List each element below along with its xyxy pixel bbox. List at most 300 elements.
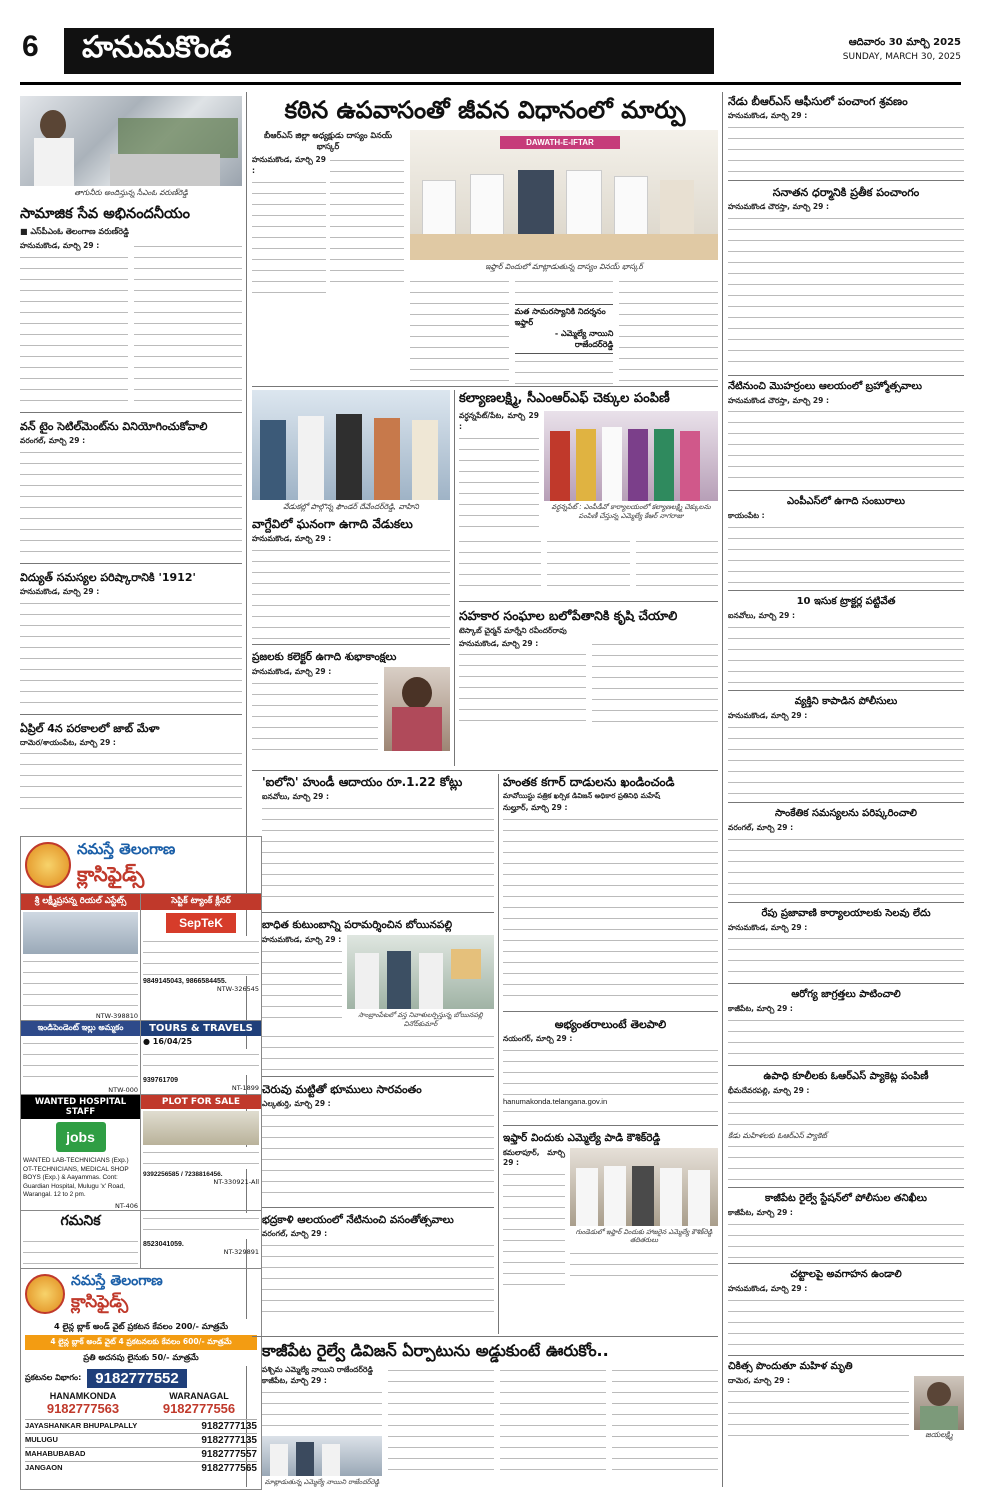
classifieds-logo [25,842,71,888]
dateline: భీమదేవరపల్లి, మార్చి 29 : [728,1086,810,1096]
kalyan-photo-block [544,411,718,533]
person-figure [604,1166,626,1226]
lead-headline: కఠిన ఉపవాసంతో జీవన విధానంలో మార్పు [284,96,686,124]
footer-brand [25,1273,257,1316]
headline: ఆరోగ్య జాగ్రత్తలు పాటించాలి [791,989,901,1001]
dateline: ఐనవోలు, మార్చి 29 : [728,611,795,621]
website-link[interactable]: hanumakonda.telangana.gov.in [503,1096,608,1106]
bottom-story [262,1340,718,1490]
quote-author: - ఎమ్మెల్యే నాయిని రాజేందర్‌రెడ్డి [554,329,614,349]
body-text [262,1110,494,1202]
divider [262,912,494,913]
district-row [25,1447,257,1461]
lower-right-stories [503,774,718,1334]
kicker: ■ ఎస్‌పీఎంఓ తెలంగాణ వరుణ్‌రెడ్డి [20,227,129,236]
divider [728,1263,964,1264]
photo-caption: తాగునీరు అందిస్తున్న సీఎంఓ వరుణ్‌రెడ్డి [74,188,188,197]
photo-caption: సాంబ్రాంపేటలో వస్త నివాళులర్పిస్తున్న బోయినపల్లి వినోద్‌కుమార్ [358,1010,483,1028]
person-figure [688,1170,710,1226]
ad-code: NT-330921-All [213,1178,259,1186]
district-row [25,1461,257,1475]
headline: చికిత్స పొందుతూ మహిళ మృతి [728,1360,853,1372]
body-text [252,177,326,297]
classifieds-title: క్లాసిఫైడ్స్ [71,1291,129,1312]
ad-text: WANTED LAB-TECHNICIANS (Exp.) OT-TECHNICIANS, MEDICAL SHOP BOYS (Exp.) & Aayammas. Cont: Guardian Hospital, Mulugu 'x' Road, Warangal. 12 to 2 pm. [23,1157,129,1199]
body-text [503,1045,718,1097]
ad-department [25,1369,257,1388]
lead-content [252,130,718,384]
body-text [728,213,964,371]
person-figure [628,429,648,501]
body-text [252,678,378,756]
article-1912 [20,570,242,708]
divider [728,690,964,691]
headline: సాంకేతిక సమస్యలను పరిష్కరించాలి [774,807,917,819]
body-column [262,935,342,1029]
banner-element [118,118,238,158]
headline: కల్యాణలక్ష్మి, సీఎంఆర్ఎఫ్ చెక్కుల పంపిణీ [459,391,670,406]
dateline: వరంగల్, మార్చి 29 : [262,1229,328,1239]
page-number: 6 [22,30,39,63]
person-figure [654,429,674,501]
lead-photo [410,130,718,260]
person-figure [412,420,438,500]
body-column [459,639,586,732]
divider [728,590,964,591]
lead-continuation [410,276,718,384]
classified-ad [141,1211,261,1268]
ad-code: NTW-000 [108,1086,138,1094]
ad-text [23,1236,138,1266]
person-figure [550,431,570,501]
person-figure [34,138,74,186]
body-text [20,598,242,708]
dateline: హనుమకొండ, మార్చి 29 : [728,1283,808,1293]
quote-column [515,276,614,384]
photo-caption: వర్ధన్నపేట్ : ఎంపీడీవో కార్యాలయంలో కల్యాణలక్ష్మి చెక్కులను పంపిణీ చేస్తున్న ఎమ్మెల్యే కేఆర్ నాగరాజు [551,503,711,520]
kicker-text: ఎస్‌పీఎంఓ తెలంగాణ వరుణ్‌రెడ్డి [30,227,129,236]
headline: సనాతన ధర్మానికి ప్రతీక పంచాంగం [772,185,920,199]
divider [459,601,718,602]
classifieds-footer [21,1268,261,1479]
iftar2-body [503,1148,718,1290]
rate-line: 4 లైన్ల బ్లాక్ అండ్ వైట్ ప్రకటన కేవలం 200/- మాత్రమే [25,1319,257,1335]
news-photo [20,96,242,186]
headline: వాగ్దేవిలో ఘనంగా ఉగాది వేడుకలు [252,517,413,531]
person-figure [322,1444,340,1476]
classified-row [21,1020,261,1094]
ad-text [143,1049,259,1075]
ad-text [143,1213,259,1239]
dateline: ఐనవోలు, మార్చి 29 : [262,792,329,801]
iftar2-photo [570,1148,718,1226]
person-figure [392,707,442,751]
body-text [330,155,404,286]
divider [20,563,242,564]
person-figure [680,431,700,501]
kalyan-body [459,411,718,533]
dateline: హనుమకొండ, మార్చి 29 : [252,534,332,543]
photo-caption: గుండెడులో ఇఫ్తార్ విందుకు హాజరైన ఎమ్మెల్యే కౌశిక్‌రెడ్డి తదితరులు [575,1227,713,1245]
rate-line: ప్రతి అదనపు లైనుకు 50/- మాత్రమే [25,1350,257,1366]
dateline: హనుమకొండ, మార్చి 29 : [459,638,539,648]
divider [252,386,718,387]
person-figure [298,416,324,500]
classified-ad [21,1095,141,1210]
mid-right-stories [459,390,718,768]
kicker: పశ్చిమ ఎమ్మెల్యే నాయిని రాజేందర్‌రెడ్డి [262,1365,373,1374]
classified-row [21,893,261,1020]
person-figure [355,953,379,1009]
body-text [459,433,539,533]
classifieds-section [20,836,262,1490]
ad-text [23,1038,138,1084]
ad-title: గమనిక [60,1212,101,1229]
ad-photo [23,912,138,954]
headline: వన్ టైం సెటిల్‌మెంట్‌ను వినియోగించుకోవాలి [20,420,208,433]
body-text [619,276,718,384]
ad-title: TOURS & TRAVELS [141,1021,261,1036]
dateline: దామెర, మార్చి 29 : [728,1375,790,1385]
divider [728,902,964,903]
headline: కాజీపేట రైల్వే స్టేషన్‌లో పోలీసుల తనిఖీలు [764,1192,928,1204]
date-telugu: ఆదివారం 30 మార్చి 2025 [848,37,961,48]
dateline: కమలాపూర్, మార్చి 29 : [503,1147,565,1168]
body-text [728,1097,964,1131]
quote-text: మత సామరస్యానికి నిదర్శనం ఇఫ్తార్ [514,307,606,327]
ad-logo: jobs [56,1122,106,1152]
bhadita-photo [347,935,494,1009]
person-figure [270,1444,288,1476]
office-name: HANAMKONDA [49,1390,117,1401]
classified-ad [21,894,141,1020]
photo-caption: కేడు మహిళలకు ఓఆర్ఎస్ ప్యాకెట్ [728,1130,828,1140]
headline: నేటినుంచి మొహర్రంలు ఆలయంలో బ్రహ్మోత్సవాలు [728,380,922,392]
bhadita-body [262,935,494,1029]
person-figure [260,420,286,500]
photo-caption: మాట్లాడుతున్న ఎమ్మెల్యే నాయిని రాజేందర్‌రెడ్డి [264,1478,380,1486]
dateline: నుల్హూర్, మార్చి 29 : [503,803,568,812]
classifieds-header [21,837,261,893]
body-text [728,622,964,686]
lead-story [252,94,718,384]
body-text [728,1015,964,1061]
headline: ఎంపీఎస్‌లో ఉగాది సంబురాలు [787,496,905,508]
iftar-banner: DAWATH-E-IFTAR [500,136,620,149]
kicker: టెస్కాబ్ చైర్మన్ మార్నేని రవీందర్‌రావు [459,625,567,635]
headline: చట్టాలపై అవగాహన ఉండాలి [790,1268,902,1280]
body-column [20,241,128,406]
ad-date: 16/04/25 [152,1037,193,1046]
wishes-body [252,667,450,756]
headline: అభ్యంతరాలుంటే తెలపాలి [554,1017,667,1031]
divider [20,412,242,413]
divider [728,1355,964,1356]
district-name: MULUGU [25,1434,58,1444]
ad-phone: 9849145043, 9866584455. [143,978,227,985]
ad-text [23,956,138,1010]
divider [20,714,242,715]
person-figure [419,953,443,1009]
ad-code: NTW-398810 [95,1012,138,1020]
headline: ఉపాధి కూలీలకు ఓఆర్ఎస్ ప్యాకెట్ల పంపిణీ [763,1071,929,1083]
dateline: హనుమకొండ, మార్చి 29 : [252,666,332,676]
classified-row [21,1210,261,1268]
divider [728,180,964,181]
ad-text [143,936,259,976]
body-text [503,1169,565,1289]
person-figure [632,1166,654,1226]
bottom-photo [262,1436,382,1476]
ugadi-photo [252,390,450,500]
ad-title: PLOT FOR SALE [141,1095,261,1109]
divider [728,1065,964,1066]
body-text [262,803,494,907]
body-text [515,356,614,384]
ad-photo [143,1111,259,1145]
ad-title: ఇండిపెండెంట్ ఇల్లు అమ్మకం [21,1021,140,1036]
ad-title: సెప్టిక్ ట్యాంక్ క్లీనర్ [141,894,261,910]
article-onetime [20,419,242,557]
dateline: హనుమకొండ, మార్చి 29 : [20,586,100,596]
lead-text-column [252,130,404,384]
dateline: నయంగర్, మార్చి 29 : [503,1033,573,1043]
body-text [728,1219,964,1259]
body-column [459,411,539,533]
person-figure [336,414,362,500]
portrait-block [914,1376,964,1447]
body-column [252,155,326,297]
classified-ad [141,1095,261,1210]
body-text [728,1141,964,1183]
body-text [134,241,242,406]
headline: 10 ఇసుక ట్రాక్టర్ల పట్టివేత [796,596,896,608]
divider [252,770,718,771]
body-text [728,933,964,979]
collector-photo [384,667,450,751]
divider [728,375,964,376]
lower-left-stories [262,774,494,1334]
classified-ad [21,1211,141,1268]
dateline: వర్ధన్నపేట్/పేట, మార్చి 29 : [459,411,539,431]
column-divider [722,92,723,1487]
headline: 'ఐలోని' హుండీ ఆదాయం రూ.1.22 కోట్లు [262,775,463,789]
divider [728,802,964,803]
divider [262,1207,494,1208]
bottom-headline: కాజీపేట రైల్వే డివిజన్ ఏర్పాటును అడ్డుకుంటే ఊరుకోం.. [262,1341,609,1360]
divider [728,490,964,491]
office [25,1391,141,1416]
date-english: SUNDAY, MARCH 30, 2025 [842,52,961,62]
kalyan-continuation [459,536,718,596]
portrait-photo [914,1376,964,1430]
classifieds-brand: నమస్తే తెలంగాణ [77,839,176,858]
dateline: కాజీపేట, మార్చి 29 : [728,1004,793,1014]
dateline: హనుమకొండ, మార్చి 29 : [252,155,326,175]
headline: సామాజిక సేవ అభినందనీయం [20,206,190,222]
body-text [728,722,964,798]
body-column [134,241,242,406]
divider [728,983,964,984]
body-text [636,536,718,596]
body-text [728,1295,964,1351]
headline: ఏప్రిల్ 4న పరకాలలో జాబ్ మేళా [20,721,160,735]
body-text [728,834,964,898]
headline: రేపు ప్రజావాణి కార్యాలయాలకు సెలవు లేదు [761,907,931,919]
dept-label: ప్రకటనల విభాగం: [25,1372,82,1382]
classifieds-brand: నమస్తే తెలంగాణ [71,1272,163,1289]
article-jobmela [20,721,242,813]
iftar2-photo-block [570,1148,718,1290]
district-phone: 9182777565 [201,1462,257,1474]
body-text [503,814,718,1006]
body-text [262,946,342,1022]
person-figure [602,427,622,501]
column-divider [498,774,499,1334]
r13-body [728,1376,964,1447]
person-figure [40,110,66,140]
person-figure [387,951,411,1009]
divider [503,1125,718,1126]
classified-row [21,1094,261,1210]
district-name: MAHABUBABAD [25,1448,86,1458]
body-text [728,522,964,586]
classifieds-logo [25,1274,65,1314]
person-figure [576,429,596,501]
person-figure [296,1442,314,1476]
person-head [402,677,432,709]
left-news-column [20,96,242,836]
dateline: హనుమకొండ, మార్చి 29 : [20,241,100,250]
ad-title: శ్రీ లక్ష్మీప్రసన్న రియల్ ఎస్టేట్స్ [21,894,140,910]
ad-title: WANTED HOSPITAL STAFF [21,1095,140,1119]
lead-photo-block [410,130,718,384]
dateline: దామెర/శాయంపేట, మార్చి 29 : [20,737,116,747]
body-text [20,252,128,406]
classified-ad [141,894,261,1020]
body-column [728,1376,909,1447]
office-phone: 9182777563 [46,1400,120,1416]
headline: విద్యుత్ సమస్యల పరిష్కారానికి '1912' [20,570,196,584]
sahakara-body [459,639,718,732]
headline: హంతక కగార్ దాడులను ఖండించండి [503,775,675,789]
kalyan-photo [544,411,718,501]
headline: భద్రకాళి ఆలయంలో నేటినుంచి వసంతోత్సవాలు [262,1214,454,1227]
person-figure [660,1168,682,1226]
office-phones [25,1391,257,1416]
dateline: హనుమకొండ చౌరస్తా, మార్చి 29 : [728,201,829,211]
ad-code: NTW-326545 [216,985,259,993]
ad-phone: 939761709 [143,1077,179,1084]
portrait-caption: జయలక్ష్మి [925,1429,953,1439]
classifieds-title: క్లాసిఫైడ్స్ [77,861,145,886]
dateline: ఎల్కతుర్తి, మార్చి 29 : [262,1099,331,1109]
article-samajika [20,204,242,406]
body-text [252,545,450,639]
dateline: కాజీపేట, మార్చి 29 : [262,1376,327,1385]
headline: సహకార సంఘాల బలోపేతానికి కృషి చేయాలి [459,607,678,623]
masthead [0,0,981,92]
body-text [20,748,242,812]
district-row [25,1433,257,1447]
body-column [503,1148,565,1290]
headline: వ్యక్తిని కాపాడిన పోలీసులు [794,695,898,707]
body-text [547,536,629,596]
body-text [262,1031,494,1071]
district-phone: 9182777135 [201,1434,257,1446]
dateline: హనుమకొండ, మార్చి 29 : [728,922,808,932]
lead-photo-caption: ఇఫ్తార్ విందులో మాట్లాడుతున్న దాస్యం వినయ్ భాస్కర్ [485,262,643,271]
headline: నేడు బీఆర్ఎస్ ఆఫీసులో పంచాంగ శ్రవణం [728,95,908,108]
headline: ప్రజలకు కలెక్టర్ ఉగాది శుభాకాంక్షలు [252,650,397,663]
table-element [410,234,718,260]
body-text [728,1386,909,1446]
district-row [25,1419,257,1433]
rate-line: 4 లైన్ల బ్లాక్ అండ్ వైట్ 4 ప్రకటనలకు కేవలం 600/- మాత్రమే [25,1335,257,1350]
dateline: కాయంపేట : [728,511,765,521]
divider [252,1336,718,1337]
body-text [500,1365,606,1475]
column-divider [454,390,455,766]
ad-code: NT-1899 [231,1084,259,1092]
article-body [20,241,242,406]
person-head [927,1382,951,1406]
body-text [388,1365,494,1475]
body-text [459,649,586,731]
district-name: JAYASHANKAR BHUPALPALLY [25,1420,138,1430]
body-text [410,276,509,384]
person-figure [576,1168,598,1226]
district-phone: 9182777135 [201,1420,257,1432]
person-figure [374,418,400,500]
office [141,1391,257,1416]
edition-date [843,36,961,64]
body-text [503,1106,718,1120]
dept-phone: 9182777552 [87,1369,186,1388]
dateline: వరంగల్, మార్చి 29 : [20,436,86,445]
headline: బాధిత కుటుంబాన్ని పరామర్శించిన బోయినపల్లి [262,918,453,931]
dateline: కాజీపేట, మార్చి 29 : [728,1207,793,1217]
person-figure [920,1406,958,1430]
body-text [728,122,964,176]
masthead-rule [20,82,961,85]
classified-ad [21,1021,141,1094]
body-text [592,639,719,731]
body-text [20,447,242,557]
dateline: హనుమకొండ, మార్చి 29 : [728,111,808,120]
body-column [252,667,378,756]
kicker: మావోయిస్టు పత్రిక ఖర్సిక డివిజన్ అధికార ప్రతినిధి మహేష్ [503,792,661,800]
ad-code: NT-406 [115,1201,138,1210]
district-name: JANGAON [25,1462,63,1472]
ad-logo: SepTeK [166,913,236,933]
portrait-frame [451,949,481,979]
district-phone: 9182777557 [201,1448,257,1460]
office-phone: 9182777556 [162,1400,236,1416]
divider [252,644,450,645]
divider [503,1011,718,1012]
photo-caption: వేడుకల్లో పాల్గొన్న ఫౌండర్ దేవేందర్‌రెడ్డి, వాహిని [283,502,419,511]
section-title: హనుమకొండ [64,28,714,74]
right-news-column [728,94,964,1490]
body-text [262,1240,494,1320]
body-text [515,276,614,302]
ad-phone: 9392256585 / 7238816456. [143,1171,223,1178]
classified-ad [141,1021,261,1094]
ad-date-line: ● 16/04/25 [143,1037,193,1046]
mid-left-stories [252,390,450,768]
dateline: హనుమకొండ, మార్చి 29 : [728,710,808,720]
